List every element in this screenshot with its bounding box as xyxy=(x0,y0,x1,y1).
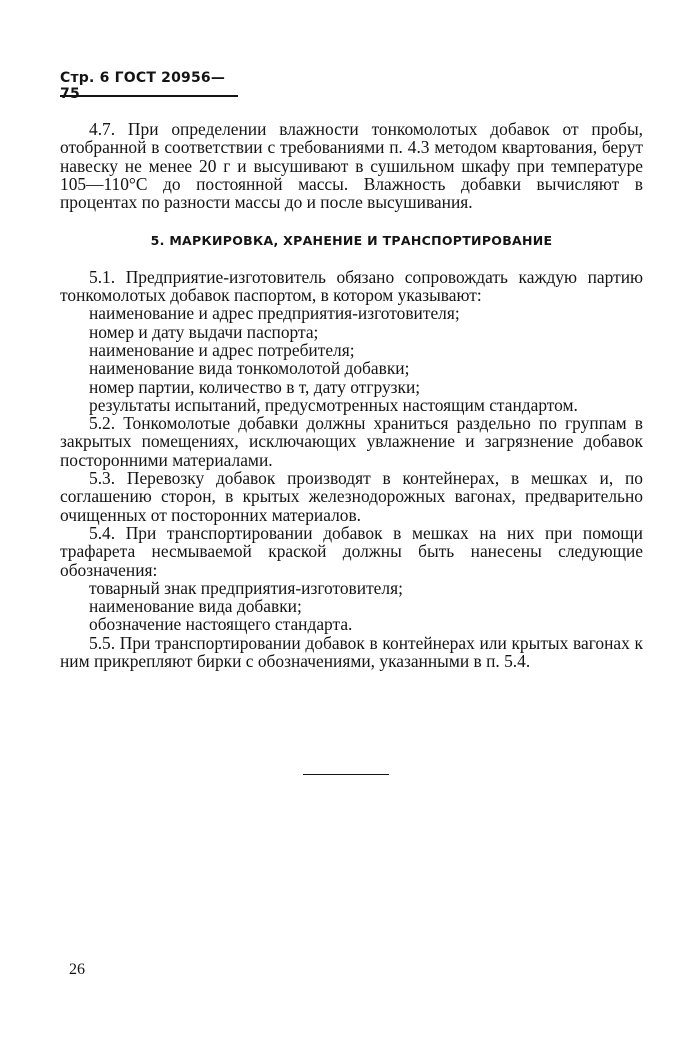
document-body xyxy=(60,120,643,670)
paragraph-5-4: 5.4. При транспортировании добавок в мешках на них при помощи трафарета несмываемой краской должны быть нанесены следующие обозначения: xyxy=(60,522,643,580)
list-item: наименование вида тонкомолотой добавки; xyxy=(89,358,410,379)
list-item: номер и дату выдачи паспорта; xyxy=(89,321,319,342)
page-number: 26 xyxy=(69,961,85,978)
paragraph-4-7: 4.7. При определении влажности тонкомолотых добавок от пробы, отобранной в соответствии с требованиями п. 4.3 методом квартования, берут навеску не менее 20 г и высушивают в сушильном шкафу при температуре 105—110°С до постоянной массы. Влажность добавки вычисляют в процентах по разности массы до и после высушивания. xyxy=(60,119,643,213)
list-item: товарный знак предприятия-изготовителя; xyxy=(89,577,403,598)
list-item: наименование вида добавки; xyxy=(89,596,302,617)
list-item: наименование и адрес предприятия-изготовителя; xyxy=(89,303,460,324)
paragraph-5-5: 5.5. При транспортировании добавок в контейнерах или крытых вагонах к ним прикрепляют бирки с обозначениями, указанными в п. 5.4. xyxy=(60,632,643,672)
list-item: номер партии, количество в т, дату отгрузки; xyxy=(89,376,421,397)
list-item: наименование и адрес потребителя; xyxy=(89,339,355,360)
page-header: Стр. 6 ГОСТ 20956—75 xyxy=(60,70,226,102)
list-item: обозначение настоящего стандарта. xyxy=(89,614,353,635)
paragraph-5-2: 5.2. Тонкомолотые добавки должны храниться раздельно по группам в закрытых помещениях, исключающих увлажнение и загрязнение добавок посторонними материалами. xyxy=(60,413,643,470)
section-5-heading: 5. МАРКИРОВКА, ХРАНЕНИЕ И ТРАНСПОРТИРОВАНИЕ xyxy=(150,233,553,249)
end-of-text-rule xyxy=(303,774,389,775)
paragraph-5-3: 5.3. Перевозку добавок производят в контейнерах, в мешках и, по соглашению сторон, в крытых железнодорожных вагонах, предварительно очищенных от посторонних материалов. xyxy=(60,468,643,525)
header-rule xyxy=(60,95,238,97)
list-item: результаты испытаний, предусмотренных настоящим стандартом. xyxy=(89,394,578,415)
paragraph-5-1: 5.1. Предприятие-изготовитель обязано сопровождать каждую партию тонкомолотых добавок паспортом, в котором указывают: xyxy=(60,266,643,306)
